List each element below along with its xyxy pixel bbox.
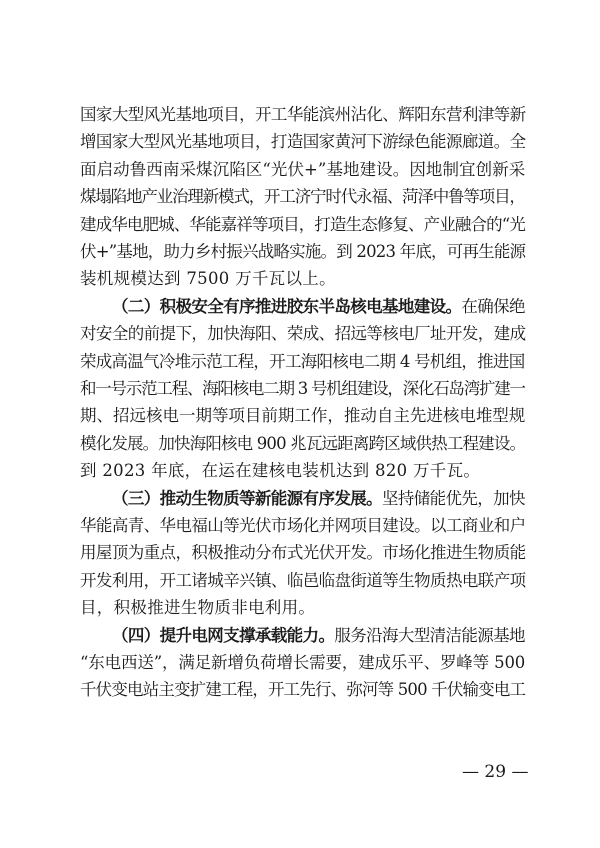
text-line [80,457,480,481]
text-run: 煤塌陷地产业治理新模式，开工济宁时代永福、菏泽中鲁等项目， [80,187,525,207]
text-line [80,320,526,344]
page-number: — 29 — [462,762,529,782]
text-run: 增国家大型风光基地项目，打造国家黄河下游绿色能源廊道。全 [80,132,526,152]
text-line [80,512,526,536]
section-heading: （二）积极安全有序推进胶东半岛核电基地建设。 [112,296,462,316]
text-run: 目，积极推进生物质非电利用。 [80,598,316,618]
text-run: 期、招远核电一期等项目前期工作，推动自主先进核电堆型规 [80,406,526,426]
text-run: 在确保绝 [461,296,525,316]
text-line [80,238,525,262]
text-run: 面启动鲁西南采煤沉陷区“光伏+”基地建设。因地制宜创新采 [80,159,526,179]
section-heading: （三）推动生物质等新能源有序发展。 [112,488,382,508]
text-line [80,594,315,618]
text-run: 国家大型风光基地项目，开工华能滨州沾化、辉阳东营利津等新 [80,105,526,124]
text-line [80,539,526,563]
text-line [80,567,526,591]
text-line [80,430,525,454]
text-line [80,128,526,152]
text-run: 用屋顶为重点，积极推动分布式光伏开发。市场化推进生物质能 [80,543,526,563]
text-line [80,676,525,700]
text-line [80,265,336,289]
text-line [80,649,525,673]
text-run: 开发利用，开工诸城辛兴镇、临邑临盘街道等生物质热电联产项 [80,570,526,590]
text-line [80,211,525,235]
text-run: 千伏变电站主变扩建工程，开工先行、弥河等 500 千伏输变电工 [80,680,526,700]
text-run: 华能高青、华电福山等光伏市场化并网项目建设。以工商业和户 [80,516,526,535]
text-run: 和一号示范工程、海阳核电二期 3 号机组建设，深化石岛湾扩建一 [80,379,525,398]
text-line [80,402,525,426]
text-line [80,348,524,372]
text-run: 装机规模达到 7500 万千瓦以上。 [80,269,336,289]
text-line [112,485,525,509]
text-run: 到 2023 年底，在运在建核电装机达到 820 万千瓦。 [80,461,481,481]
section-heading: （四）提升电网支撑承载能力。 [112,625,335,645]
text-run: 对安全的前提下，加快海阳、荣成、招远等核电厂址开发，建成 [80,324,526,344]
text-line [112,293,525,317]
text-line [80,156,525,180]
text-run: 建成华电肥城、华能嘉祥等项目，打造生态修复、产业融合的“光 [80,214,525,234]
text-run: 伏+”基地，助力乡村振兴战略实施。到 2023 年底，可再生能源 [80,242,526,261]
text-run: “东电西送”，满足新增负荷增长需要，建成乐平、罗峰等 500 [80,653,526,672]
text-line [80,101,526,125]
text-line [112,622,525,646]
text-run: 坚持储能优先，加快 [381,488,525,508]
text-run: 服务沿海大型清洁能源基地 [334,625,525,645]
text-line [80,375,525,399]
text-run: 荣成高温气冷堆示范工程，开工海阳核电二期 4 号机组，推进国 [80,351,525,371]
text-run: 模化发展。加快海阳核电 900 兆瓦远距离跨区域供热工程建设。 [80,433,526,453]
text-line [80,183,525,207]
